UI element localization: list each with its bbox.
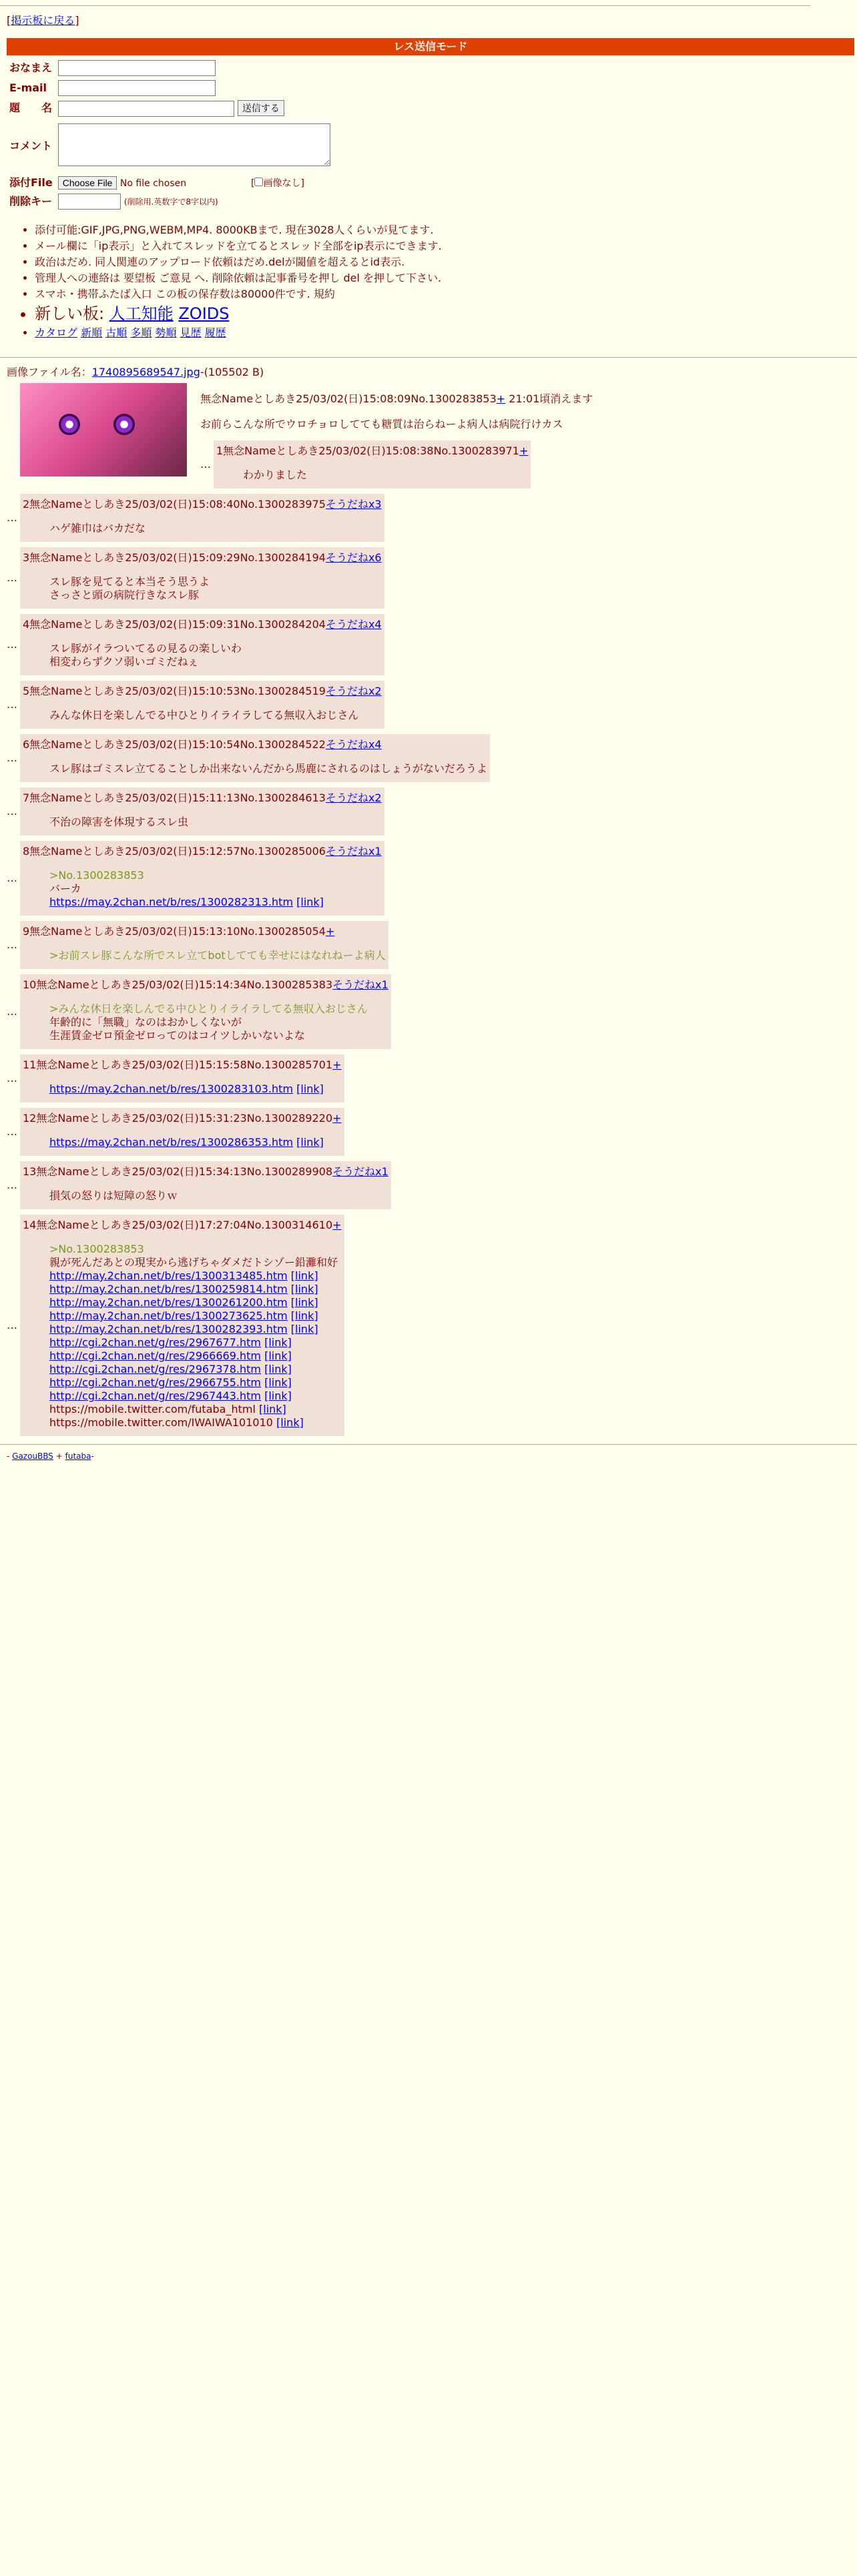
thumbnail-eye-right [113,414,135,435]
reply-line [49,522,382,535]
reply-line [49,816,382,829]
link-tag[interactable]: [link] [290,1269,318,1282]
soudane-link[interactable]: そうだねx2 [325,791,382,804]
futaba-link[interactable]: futaba [65,1452,91,1461]
footer [0,1444,857,1462]
reply-line [49,1336,342,1349]
reply-box [20,547,384,609]
soudane-link[interactable]: そうだねx1 [332,1165,388,1178]
reply-mode-banner: レス送信モード [7,38,854,55]
link-tag[interactable]: [link] [264,1376,292,1389]
link-tag[interactable]: [link] [290,1309,318,1322]
reply-line [49,1323,342,1336]
url-link[interactable]: http://may.2chan.net/b/res/1300261200.htm [49,1296,288,1309]
reply-body [49,1189,388,1203]
replies-list [0,494,857,1436]
delete-key-note: (削除用.英数字で8字以内) [123,197,218,207]
soudane-link[interactable]: そうだねx2 [325,685,382,697]
view-history-link[interactable]: 見歴 [180,326,202,339]
reply-row [7,1215,857,1436]
reply-line [49,1363,342,1376]
op-thumbnail[interactable] [20,383,187,476]
link-tag[interactable]: [link] [264,1336,292,1349]
reply-row [7,841,857,916]
link-tag[interactable]: [link] [264,1349,292,1362]
reply-line [49,1389,342,1403]
reply-line [49,762,487,775]
reply-line [49,1349,342,1363]
back-to-board-link[interactable]: 掲示板に戻る [11,14,75,27]
reply-line [49,1016,388,1029]
reply-line [49,1376,342,1389]
reply-box [20,1215,344,1436]
reply-meta: 6無念Nameとしあき25/03/02(日)15:10:54No.1300284522 [23,738,326,751]
sort-many-link[interactable]: 多順 [130,326,152,339]
reply-meta: 11無念Nameとしあき25/03/02(日)15:15:58No.1300285701 [23,1058,333,1071]
op-post [0,366,857,489]
reply-header [23,738,487,751]
link-tag[interactable]: [link] [276,1416,304,1429]
reply-line [49,1283,342,1296]
bracket: [ [251,178,255,189]
rule-item: • スマホ・携帯ふたば入口 この板の保存数は80000件です. 規約 [35,288,857,301]
subject-label: 題 名 [9,101,53,115]
reply-box [20,681,384,729]
soudane-link[interactable]: そうだねx1 [325,845,382,858]
file-label: 添付File [9,176,53,189]
board-link-zoids[interactable]: ZOIDS [178,304,230,323]
link-tag[interactable]: [link] [296,1082,324,1095]
choose-file-button[interactable]: Choose File [58,176,117,190]
reply-box [20,494,384,542]
expire-text: 21:01頃消えます [505,392,593,405]
reply-header [23,791,382,805]
plus-link[interactable]: + [332,1219,342,1231]
reply-text: https://mobile.twitter.com/IWAIWA101010 [49,1416,273,1429]
reply-header [23,498,382,511]
reply-dots: … [7,872,17,884]
rule-item: • メール欄に「ip表示」と入れてスレッドを立てるとスレッド全部をip表示にできます. [35,240,857,253]
reply-row [200,440,857,489]
name-label: おなまえ [9,61,53,74]
link-tag[interactable]: [link] [259,1403,286,1415]
post-header: 無念Nameとしあき25/03/02(日)15:08:09No.1300283853 [200,392,497,405]
bracket: [ [7,14,11,27]
url-link[interactable]: https://may.2chan.net/b/res/1300283103.htm [49,1082,294,1095]
reply-box [20,974,391,1049]
reply-row [7,614,857,675]
reply-header [23,978,388,992]
no-image-checkbox[interactable] [254,178,263,186]
link-tag[interactable]: [link] [290,1296,318,1309]
no-file-text: No file chosen [119,178,187,189]
reply-text: スレ豚はゴミスレ立てることしか出来ないんだから馬鹿にされるのはしょうがないだろうよ [49,762,488,775]
reply-line [49,949,386,962]
plus-link[interactable]: + [332,1112,342,1124]
reply-body [49,709,382,722]
catalog-nav [35,326,857,340]
thread-divider [0,357,857,358]
bracket: ] [300,178,304,189]
email-label: E-mail [9,81,47,94]
catalog-link[interactable]: カタログ [35,326,78,339]
link-tag[interactable]: [link] [290,1283,318,1295]
link-tag[interactable]: [link] [296,1136,324,1149]
reply-line [49,1416,342,1429]
sort-old-link[interactable]: 古順 [105,326,127,339]
url-link[interactable]: http://cgi.2chan.net/g/res/2967677.htm [49,1336,261,1349]
reply-meta: 12無念Nameとしあき25/03/02(日)15:31:23No.1300289220 [23,1112,333,1124]
file-prefix: 画像ファイル名： [7,366,92,378]
reply-line [49,1029,388,1042]
reply-row [7,974,857,1049]
back-nav [0,6,857,27]
first-reply-slot [187,440,857,489]
reply-line [49,1269,342,1283]
reply-body [49,1002,388,1042]
reply-line [49,709,382,722]
delete-key-input[interactable] [58,194,121,210]
reply-dots: … [7,1179,17,1191]
url-link[interactable]: http://cgi.2chan.net/g/res/2967443.htm [49,1389,261,1402]
reply-meta: 3無念Nameとしあき25/03/02(日)15:09:29No.1300284194 [23,551,326,564]
reply-row [7,1108,857,1156]
reply-line [49,1403,342,1416]
reply-body [49,949,386,962]
url-link[interactable]: http://cgi.2chan.net/g/res/2966669.htm [49,1349,261,1362]
link-tag[interactable]: [link] [290,1323,318,1335]
reply-body [49,869,382,909]
reply-line [49,655,382,669]
reply-box [20,1108,344,1156]
plus-link[interactable]: + [332,1058,342,1071]
email-input[interactable] [58,80,216,96]
url-link[interactable]: http://may.2chan.net/b/res/1300313485.htm [49,1269,288,1282]
quote-text: >No.1300283853 [49,1243,144,1255]
soudane-link[interactable]: そうだねx4 [325,618,382,631]
plus-link[interactable]: + [519,444,529,457]
no-image-label: 画像なし [263,178,301,189]
reply-line [49,1082,342,1096]
footer-dash: - [7,1452,13,1461]
reply-text: スレ豚を見てると本当そう思うよ [49,575,210,588]
url-link[interactable]: http://cgi.2chan.net/g/res/2966755.htm [49,1376,261,1389]
reply-meta: 13無念Nameとしあき25/03/02(日)15:34:13No.1300289908 [23,1165,333,1178]
reply-row [7,921,857,969]
soudane-link[interactable]: そうだねx4 [325,738,382,751]
op-file-link[interactable]: 1740895689547.jpg [91,366,200,378]
reply-line [49,1136,342,1149]
reply-body [49,1136,342,1149]
reply-text: ハゲ雑巾はバカだな [49,522,146,535]
reply-text: 親が死んだあとの現実から逃げちゃダメだトシゾー鉛灘和好 [49,1256,338,1269]
reply-dots: … [200,458,211,470]
link-tag[interactable]: [link] [264,1363,292,1375]
reply-row [7,787,857,836]
reply-meta: 1無念Nameとしあき25/03/02(日)15:08:38No.1300283971 [216,444,519,457]
reply-text: 年齢的に「無職」なのはおかしくないが [49,1016,242,1028]
file-size: -(105502 B) [200,366,264,378]
reply-meta: 7無念Nameとしあき25/03/02(日)15:11:13No.1300284613 [23,791,326,804]
reply-line [243,468,528,482]
url-link[interactable]: http://cgi.2chan.net/g/res/2967378.htm [49,1363,261,1375]
footer-sep: + [53,1452,65,1461]
delete-key-label: 削除キー [9,195,53,208]
reply-header [23,845,382,858]
reply-header [23,551,382,565]
plus-link[interactable]: + [325,925,335,938]
reply-header [23,925,386,938]
reply-row [7,547,857,609]
reply-line [49,1189,388,1203]
reply-text: みんな休日を楽しんでる中ひとりイライラしてる無収入おじさん [49,709,359,721]
reply-line [49,869,382,882]
reply-line [49,589,382,602]
reply-header [216,444,528,458]
url-link[interactable]: http://may.2chan.net/b/res/1300282393.htm [49,1323,288,1335]
soudane-link[interactable]: そうだねx1 [332,978,388,991]
quote-text: >みんな休日を楽しんでる中ひとりイライラしてる無収入おじさん [49,1002,368,1015]
reply-row [7,1161,857,1209]
reply-box [20,921,388,969]
reply-dots: … [7,638,17,651]
subject-input[interactable] [58,101,234,117]
reply-body [49,575,382,602]
op-body: お前らこんな所でウロチョロしてても糖質は治らねーよ病人は病院行けカス [200,418,563,430]
comment-label: コメント [9,139,53,152]
reply-dots: … [7,805,17,818]
reply-body [49,1082,342,1096]
reply-text: 生涯賃金ゼロ預金ゼロってのはコイツしかいないよな [49,1029,305,1042]
soudane-link[interactable]: そうだねx6 [325,551,382,564]
reply-meta: 8無念Nameとしあき25/03/02(日)15:12:57No.1300285006 [23,845,326,858]
reply-line [49,1256,342,1269]
link-tag[interactable]: [link] [264,1389,292,1402]
reply-text: バーカ [49,882,81,895]
quote-text: >No.1300283853 [49,869,144,882]
url-link[interactable]: https://may.2chan.net/b/res/1300286353.htm [49,1136,294,1149]
history-link[interactable]: 履歴 [204,326,226,339]
reply-text: さっさと頭の病院行きなスレ豚 [49,589,200,601]
reply-box [20,841,384,916]
reply-row [7,1054,857,1102]
op-plus-link[interactable]: + [496,392,506,405]
reply-body [49,816,382,829]
url-link[interactable]: http://may.2chan.net/b/res/1300273625.htm [49,1309,288,1322]
gazoubbs-link[interactable]: GazouBBS [12,1452,53,1461]
reply-box [214,440,531,489]
new-boards [35,304,857,324]
reply-line [49,882,382,896]
reply-box [20,734,490,782]
reply-dots: … [7,511,17,524]
reply-header [23,1219,342,1232]
reply-line [49,896,382,909]
rule-item: • 添付可能:GIF,JPG,PNG,WEBM,MP4. 8000KBまで. 現在3028人くらいが見てます. [35,224,857,237]
rules-list [0,224,857,340]
reply-meta: 9無念Nameとしあき25/03/02(日)15:13:10No.1300285054 [23,925,326,938]
comment-textarea[interactable] [58,123,330,166]
reply-meta: 5無念Nameとしあき25/03/02(日)15:10:53No.1300284519 [23,685,326,697]
reply-text: スレ豚がイラついてるの見るの楽しいわ [49,642,242,655]
reply-text: 相変わらずクソ弱いゴミだねぇ [49,655,199,668]
reply-dots: … [7,1319,17,1331]
reply-header [23,618,382,631]
name-input[interactable] [58,60,216,76]
reply-box [20,1054,344,1102]
op-file-info [7,366,857,379]
board-link-ai[interactable]: 人工知能 [109,304,174,323]
reply-header [23,1112,342,1125]
reply-dots: … [7,938,17,951]
reply-box [20,1161,391,1209]
reply-dots: … [7,1125,17,1138]
reply-line [49,1296,342,1309]
sort-new-link[interactable]: 新順 [81,326,103,339]
rule-item: • 管理人への連絡は 要望板 ご意見 へ. 削除依頼は記事番号を押し del を押して下さい. [35,272,857,285]
reply-meta: 10無念Nameとしあき25/03/02(日)15:14:34No.1300285383 [23,978,333,991]
reply-line [49,1002,388,1016]
reply-body [49,642,382,669]
reply-dots: … [7,1072,17,1084]
new-boards-label: 新しい板: [35,304,109,323]
reply-dots: … [7,698,17,711]
reply-header [23,685,382,698]
rule-item: • 政治はだめ. 同人関連のアップロード依頼はだめ.delが閾値を超えるとid表示. [35,256,857,269]
reply-box [20,787,384,836]
link-tag[interactable]: [link] [296,896,324,908]
reply-row [7,734,857,782]
reply-meta: 14無念Nameとしあき25/03/02(日)17:27:04No.1300314610 [23,1219,333,1231]
quote-text: >お前スレ豚こんな所でスレ立てbotしてても幸せにはなれねーよ病人 [49,949,386,962]
reply-line [49,1309,342,1323]
footer-dash: - [91,1452,94,1461]
reply-dots: … [7,751,17,764]
reply-line [49,1243,342,1256]
post-form [7,58,333,212]
reply-text: わかりました [243,468,308,481]
reply-body [243,468,528,482]
reply-dots: … [7,1005,17,1018]
reply-header [23,1058,342,1072]
thumbnail-eye-left [59,414,80,435]
reply-row [7,681,857,729]
reply-dots: … [7,571,17,584]
reply-box [20,614,384,675]
reply-line [49,575,382,589]
soudane-link[interactable]: そうだねx3 [325,498,382,511]
reply-body [49,522,382,535]
reply-line [49,642,382,655]
sort-momentum-link[interactable]: 勢順 [155,326,177,339]
reply-row [7,494,857,542]
reply-body [49,1243,342,1429]
bracket: ] [75,14,79,27]
reply-header [23,1165,388,1179]
submit-button[interactable]: 送信する [238,100,284,116]
reply-text: 不治の障害を体現するスレ虫 [49,816,189,828]
url-link[interactable]: http://may.2chan.net/b/res/1300259814.htm [49,1283,288,1295]
reply-text: https://mobile.twitter.com/futaba_html [49,1403,256,1415]
reply-text: 損気の怒りは短障の怒りｗ [49,1189,178,1202]
reply-body [49,762,487,775]
reply-meta: 2無念Nameとしあき25/03/02(日)15:08:40No.1300283975 [23,498,326,511]
reply-meta: 4無念Nameとしあき25/03/02(日)15:09:31No.1300284204 [23,618,326,631]
url-link[interactable]: https://may.2chan.net/b/res/1300282313.htm [49,896,294,908]
